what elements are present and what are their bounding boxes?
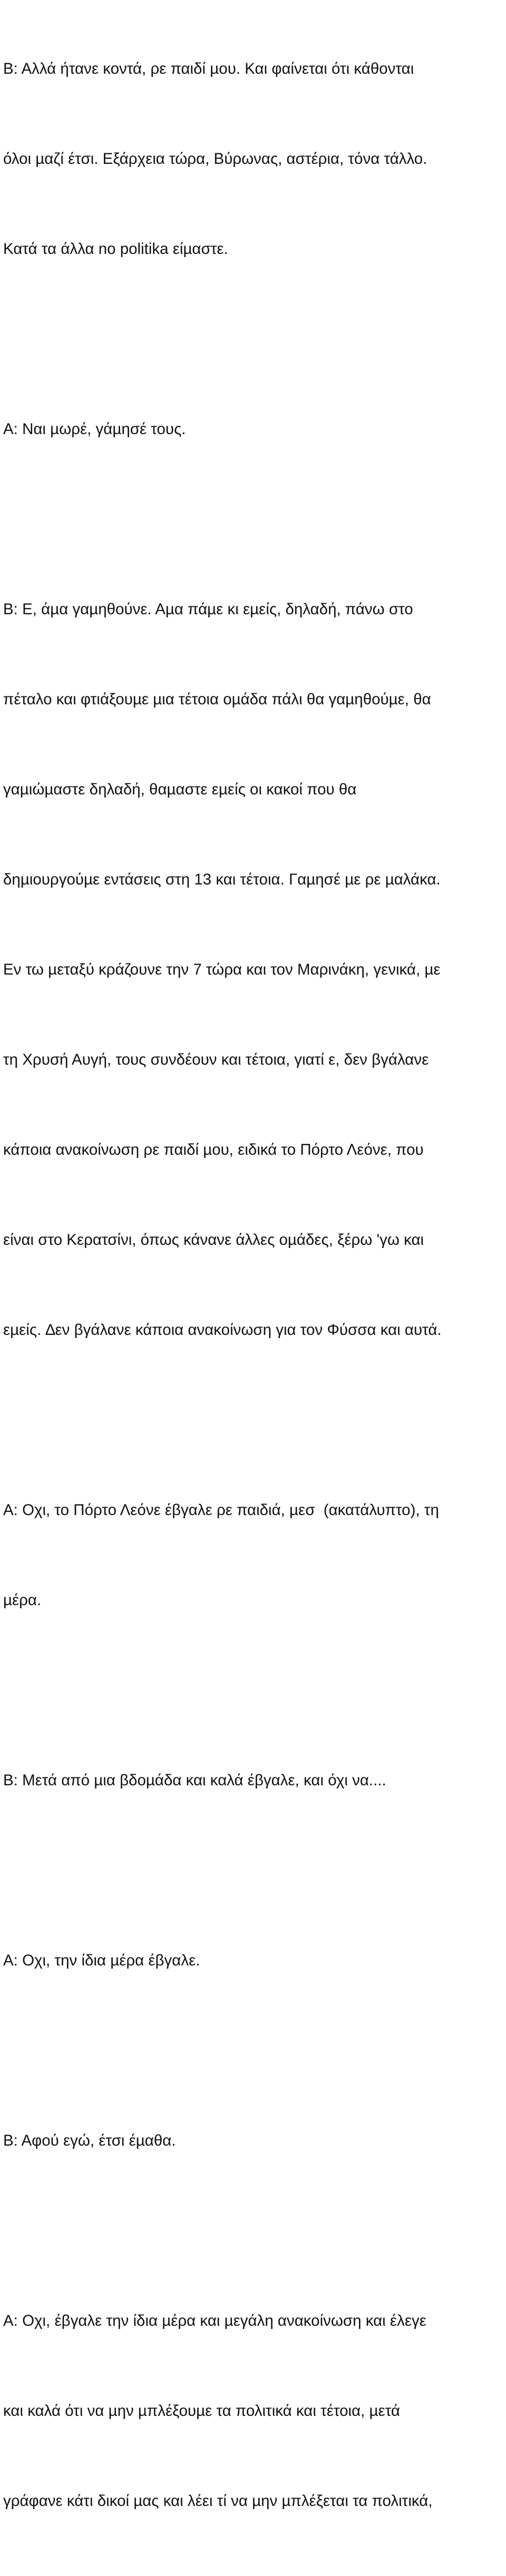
paragraph-spacer (3, 2036, 504, 2066)
transcript-paragraph (3, 1885, 504, 2036)
text-line: Α: Οχι, έβγαλε την ίδια µέρα και µεγάλη ανακοίνωση και έλεγε (3, 2312, 426, 2329)
transcript-paragraph (3, 0, 504, 324)
text-line: όλοι µαζί έτσι. Εξάρχεια τώρα, Βύρωνας, αστέρια, τόνα τάλλο. (3, 150, 427, 168)
transcript-paragraph (3, 2066, 504, 2216)
text-line: Α: Ναι µωρέ, γάµησέ τους. (3, 420, 186, 438)
text-line: Εν τω µεταξύ κράζουνε την 7 τώρα και τον Μαρινάκη, γενικά, µε (3, 961, 441, 978)
transcript-paragraph (3, 1705, 504, 1855)
transcript-paragraph (3, 534, 504, 1405)
text-line: κάποια ανακοίνωση ρε παιδί µου, ειδικά το Πόρτο Λεόνε, που (3, 1141, 424, 1158)
text-line: δηµιουργούµε εντάσεις στη 13 και τέτοια. Γαµησέ µε ρε µαλάκα. (3, 871, 441, 888)
text-line: εµείς. ∆εν βγάλανε κάποια ανακοίνωση για τον Φύσσα και αυτά. (3, 1321, 442, 1339)
text-line: Β: Ε, άµα γαµηθούνε. Αµα πάµε κι εµείς, δηλαδή, πάνω στο (3, 601, 413, 618)
text-line: Α: Οχι, την ίδια µέρα έβγαλε. (3, 1952, 200, 1969)
paragraph-spacer (3, 1855, 504, 1885)
paragraph-spacer (3, 2216, 504, 2246)
text-line: Κατά τα άλλα no politika είµαστε. (3, 240, 228, 258)
paragraph-spacer (3, 504, 504, 534)
text-line: είναι στο Κερατσίνι, όπως κάνανε άλλες οµάδες, ξέρω 'γω και (3, 1231, 424, 1248)
text-line: γαµιώµαστε δηλαδή, θαµαστε εµείς οι κακοί που θα (3, 781, 357, 798)
text-line: Β: Αλλά ήτανε κοντά, ρε παιδί µου. Και φαίνεται ότι κάθονται (3, 60, 414, 77)
paragraph-spacer (3, 1405, 504, 1435)
text-line: γράφανε κάτι δικοί µας και λέει τί να µην µπλέξεται τα πολιτικά, (3, 2492, 433, 2510)
transcript-paragraph (3, 2246, 504, 2576)
text-line: και καλά ότι να µην µπλέξουµε τα πολιτικά και τέτοια, µετά (3, 2402, 400, 2420)
text-line: Β: Αφού εγώ, έτσι έµαθα. (3, 2132, 176, 2149)
paragraph-spacer (3, 1675, 504, 1705)
text-line: Β: Μετά από µια βδοµάδα και καλά έβγαλε, και όχι να.... (3, 1772, 386, 1789)
text-line: τη Χρυσή Αυγή, τους συνδέουν και τέτοια, γιατί ε, δεν βγάλανε (3, 1051, 429, 1068)
text-line: µέρα. (3, 1591, 42, 1609)
paragraph-spacer (3, 324, 504, 354)
transcript-paragraph (3, 354, 504, 504)
text-line: πέταλο και φτιάξουµε µια τέτοια οµάδα πάλι θα γαµηθούµε, θα (3, 691, 431, 708)
transcript-paragraph (3, 1435, 504, 1675)
transcript-document (3, 0, 504, 2576)
text-line: Α: Οχι, το Πόρτο Λεόνε έβγαλε ρε παιδιά, µεσ (ακατάλυπτο), τη (3, 1501, 439, 1519)
